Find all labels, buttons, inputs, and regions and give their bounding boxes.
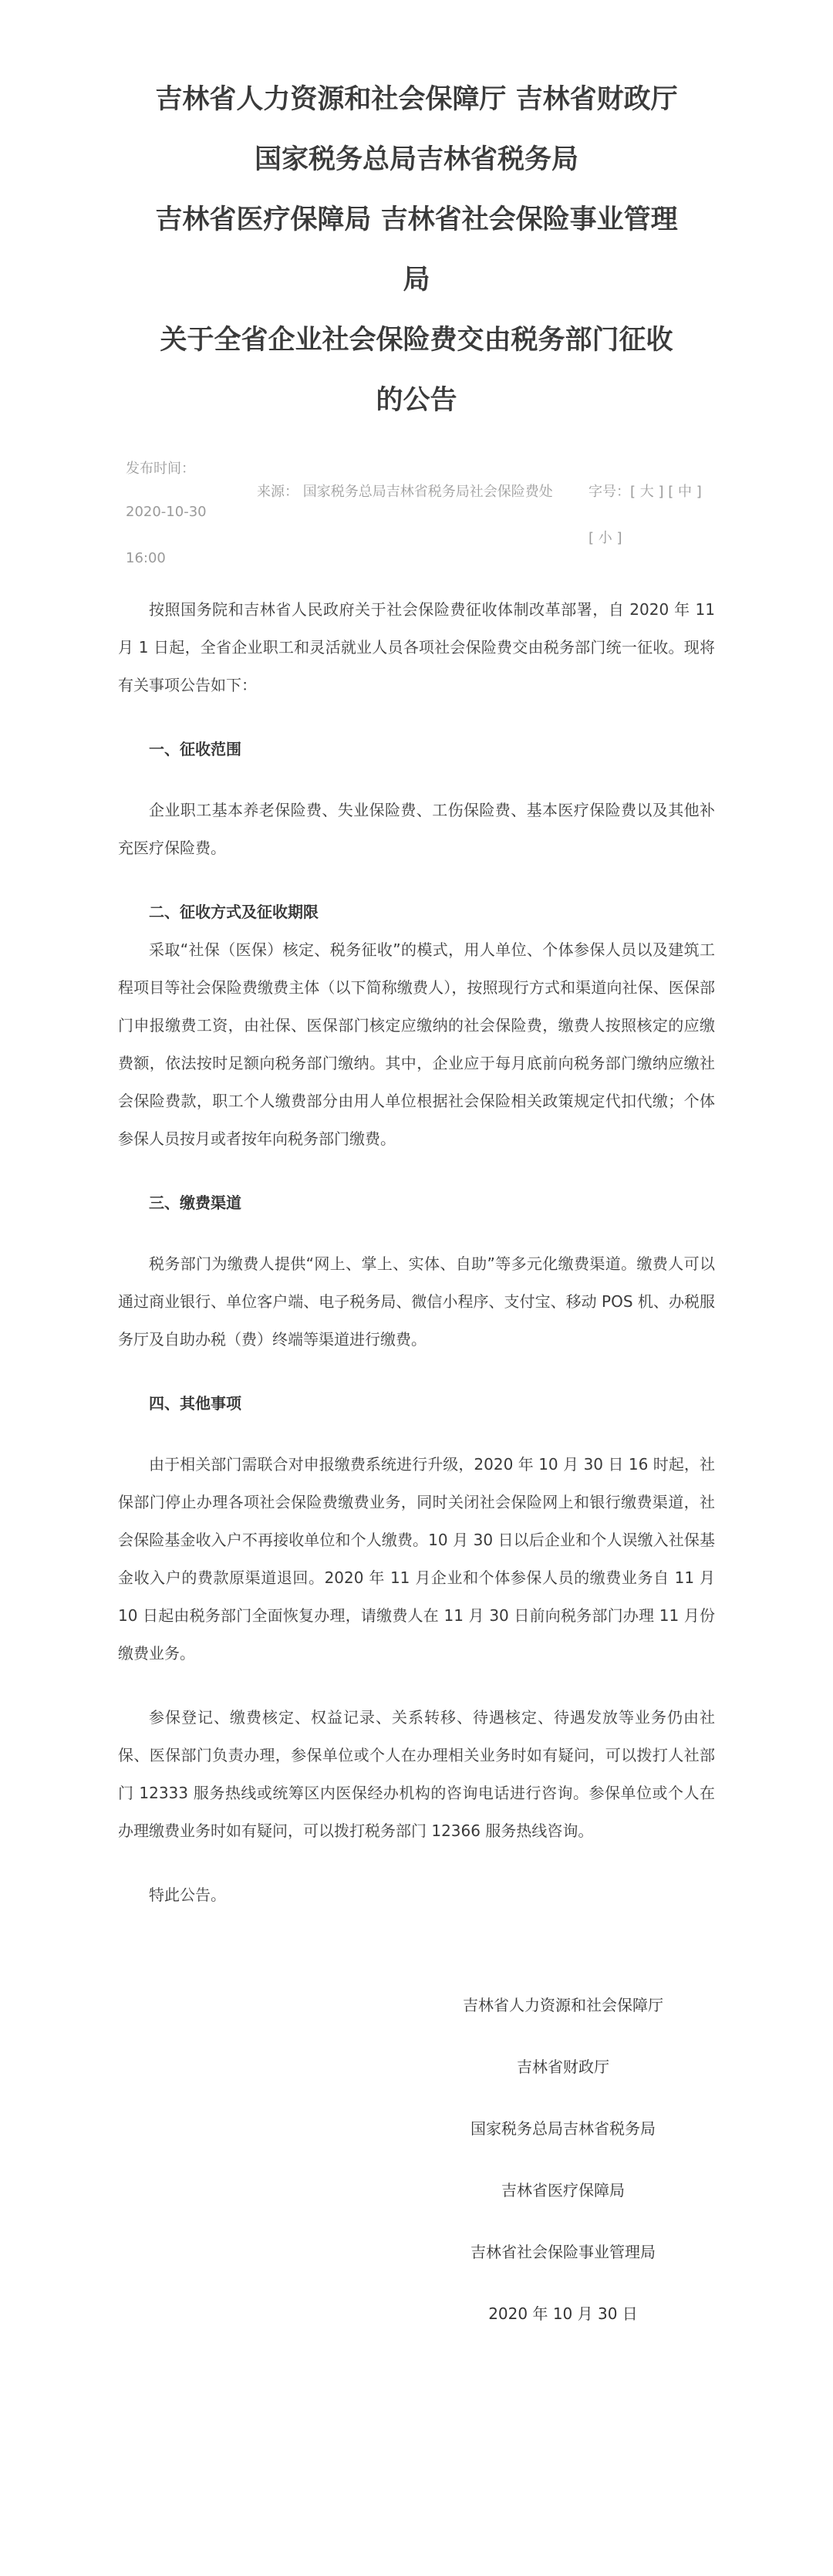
publish-date: 2020-10-30 (126, 504, 207, 520)
signature-org: 国家税务总局吉林省税务局 (470, 2119, 656, 2138)
font-size-sep: ] [ (653, 484, 678, 500)
signature-date: 2020 年 10 月 30 日 (488, 2304, 638, 2323)
signature-org: 吉林省社会保险事业管理局 (470, 2243, 656, 2261)
article-body (118, 591, 715, 1914)
section-heading: 四、其他事项 (149, 1394, 241, 1413)
signature-line (118, 1974, 692, 2036)
signature-line (118, 2036, 692, 2098)
title-line: 吉林省医疗保障局 吉林省社会保险事业管理 (155, 204, 678, 235)
title-line: 局 (403, 265, 430, 295)
source-info: 来源： 国家税务总局吉林省税务局社会保险费处 (257, 484, 553, 500)
article-title (118, 69, 715, 430)
intro-paragraph: 按照国务院和吉林省人民政府关于社会保险费征收体制改革部署，自 2020 年 11 月 1 日起，全省企业职工和灵活就业人员各项社会保险费交由税务部门统一征收。现将有关事项公告如下： (118, 600, 715, 694)
section-paragraph: 采取“社保（医保）核定、税务征收”的模式，用人单位、个体参保人员以及建筑工程项目等社会保险费缴费主体（以下简称缴费人），按照现行方式和渠道向社保、医保部门申报缴费工资，由社保、医保部门核定应缴纳的社会保险费，缴费人按照核定的应缴费额，依法按时足额向税务部门缴纳。其中，企业应于每月底前向税务部门缴纳应缴社会保险费款，职工个人缴费部分由用人单位根据社会保险相关政策规定代扣代缴；个体参保人员按月或者按年向税务部门缴费。 (118, 940, 715, 1148)
publish-time: 16:00 (126, 550, 166, 566)
font-size-switcher (588, 469, 704, 562)
signature-block (118, 1974, 692, 2345)
closing-paragraph: 特此公告。 (149, 1886, 226, 1904)
section-paragraph: 参保登记、缴费核定、权益记录、关系转移、待遇核定、待遇发放等业务仍由社保、医保部门负责办理，参保单位或个人在办理相关业务时如有疑问，可以拨打人社部门 12333 服务热线或统筹区内医保经办机构的咨询电话进行咨询。参保单位或个人在办理缴费业务时如有疑问，可以拨打税务部门 12366 服务热线咨询。 (118, 1708, 715, 1840)
title-line: 的公告 (376, 385, 457, 416)
font-size-suffix: ] (612, 530, 622, 546)
font-size-prefix: 字号：[ (588, 484, 640, 500)
article (118, 0, 715, 2345)
section-heading: 一、征收范围 (149, 740, 241, 758)
signature-line (118, 2283, 692, 2345)
publish-time-label: 发布时间： (126, 461, 195, 477)
section-paragraph: 由于相关部门需联合对申报缴费系统进行升级，2020 年 10 月 30 日 16 时起，社保部门停止办理各项社会保险费缴费业务，同时关闭社会保险网上和银行缴费渠道，社会保险基金收入户不再接收单位和个人缴费。10 月 30 日以后企业和个人误缴入社保基金收入户的费款原渠道退回。2020 年 11 月企业和个体参保人员的缴费业务自 11 月 10 日起由税务部门全面恢复办理，请缴费人在 11 月 30 日前向税务部门办理 11 月份缴费业务。 (118, 1455, 715, 1663)
section-heading: 三、缴费渠道 (149, 1193, 241, 1212)
font-size-medium-link[interactable]: 中 (677, 484, 692, 500)
section-heading: 二、征收方式及征收期限 (149, 903, 319, 921)
article-meta (118, 446, 715, 566)
signature-org: 吉林省财政厅 (517, 2058, 609, 2076)
section-paragraph: 企业职工基本养老保险费、失业保险费、工伤保险费、基本医疗保险费以及其他补充医疗保险费。 (118, 801, 715, 857)
title-line: 吉林省人力资源和社会保障厅 吉林省财政厅 (155, 84, 678, 115)
signature-line (118, 2159, 692, 2221)
font-size-sep: ] [ (588, 484, 702, 546)
signature-org: 吉林省人力资源和社会保障厅 (463, 1996, 663, 2014)
title-line: 关于全省企业社会保险费交由税务部门征收 (160, 325, 673, 356)
font-size-small-link[interactable]: 小 (598, 530, 612, 546)
title-line: 国家税务总局吉林省税务局 (254, 144, 578, 175)
section-paragraph: 税务部门为缴费人提供“网上、掌上、实体、自助”等多元化缴费渠道。缴费人可以通过商业银行、单位客户端、电子税务局、微信小程序、支付宝、移动 POS 机、办税服务厅及自助办税（费）终端等渠道进行缴费。 (118, 1254, 715, 1349)
signature-line (118, 2098, 692, 2159)
signature-org: 吉林省医疗保障局 (501, 2181, 625, 2200)
font-size-large-link[interactable]: 大 (639, 484, 654, 500)
signature-line (118, 2221, 692, 2283)
